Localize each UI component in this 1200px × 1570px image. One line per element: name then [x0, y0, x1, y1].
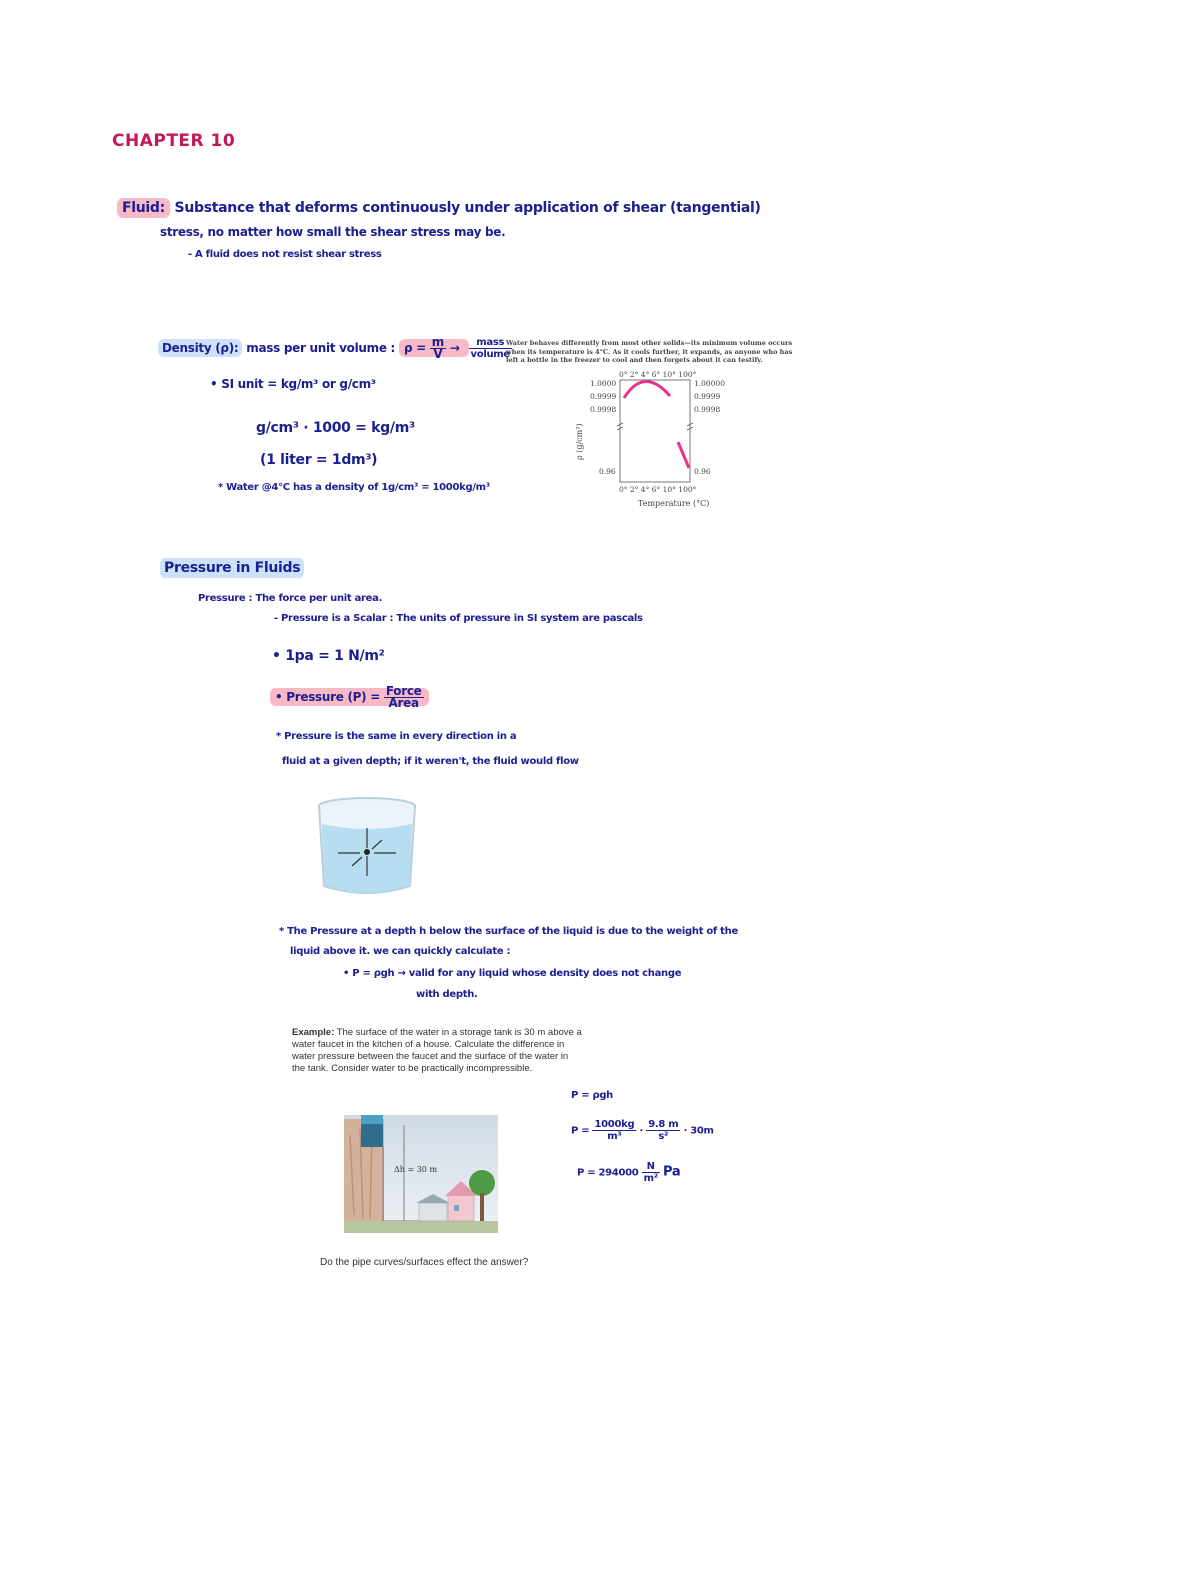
pressure-direction-line2: fluid at a given depth; if it weren't, the fluid would flow	[282, 756, 579, 767]
example-question: Do the pipe curves/surfaces effect the answer?	[320, 1257, 529, 1268]
solution-result-num: N	[642, 1161, 660, 1173]
density-fraction-num: m	[431, 335, 444, 349]
density-fraction	[430, 337, 446, 360]
example-text	[292, 1027, 582, 1075]
solution-dot: ·	[639, 1125, 644, 1137]
depth-formula-line1: • P = ρgh → valid for any liquid whose density does not change	[343, 968, 682, 979]
density-formula-lhs: ρ =	[403, 341, 426, 355]
top-ticks: 0° 2° 4° 6° 10° 100°	[619, 370, 697, 379]
house-left	[419, 1203, 447, 1221]
solution-line2	[571, 1119, 714, 1142]
water-density-note: * Water @4°C has a density of 1g/cm³ = 1000kg/m³	[218, 482, 490, 493]
solution-density-fraction	[592, 1119, 636, 1142]
water-tank-illustration	[344, 1115, 498, 1235]
house-right	[448, 1195, 474, 1221]
solution-gravity-den: s²	[658, 1131, 669, 1142]
point-in-fluid	[364, 849, 370, 855]
water-figure-caption: Water behaves differently from most other solids—its minimum volume occurs when its temperature is 4°C. As it cools further, it expands, as anyone who has left a bottle in the freezer to cool and then forgets about it can testify.	[506, 339, 793, 364]
left-tick-4: 0.96	[599, 467, 616, 476]
chapter-title: CHAPTER 10	[112, 131, 236, 151]
tank-water-surface	[361, 1115, 383, 1124]
pressure-fraction-den: Area	[388, 696, 419, 710]
density-term: Density (ρ):	[158, 339, 242, 357]
solution-height: · 30m	[683, 1125, 714, 1137]
left-tick-2: 0.9999	[590, 392, 617, 401]
pressure-formula-highlight	[270, 684, 429, 710]
pressure-direction-line1: * Pressure is the same in every direction in a	[276, 731, 517, 742]
solution-result-den: m²	[643, 1173, 658, 1184]
fluid-definition-line2: stress, no matter how small the shear stress may be.	[160, 225, 506, 239]
solution-gravity-fraction	[646, 1119, 680, 1142]
fluid-note: - A fluid does not resist shear stress	[188, 249, 382, 260]
depth-pressure-line2: liquid above it. we can quickly calculate :	[290, 946, 511, 957]
liter-conversion: (1 liter = 1dm³)	[260, 452, 378, 468]
chart-frame	[620, 380, 690, 482]
pressure-definition: Pressure : The force per unit area.	[198, 593, 383, 604]
fluid-definition: Substance that deforms continuously under application of shear (tangential)	[174, 200, 761, 216]
house-window	[454, 1205, 459, 1211]
right-tick-3: 0.9998	[694, 405, 721, 414]
pressure-section-title	[160, 560, 304, 576]
beaker-illustration	[312, 796, 422, 900]
solution-result-value: P = 294000	[577, 1167, 639, 1179]
right-tick-1: 1.00000	[694, 379, 726, 388]
tree-trunk	[480, 1193, 484, 1221]
density-text: mass per unit volume :	[246, 341, 396, 355]
solution-line1: P = ρgh	[571, 1090, 614, 1101]
solution-line2-lhs: P =	[571, 1125, 590, 1137]
ground	[344, 1221, 498, 1233]
pascal-definition: • 1pa = 1 N/m²	[272, 648, 385, 664]
density-curve-upper	[624, 381, 670, 398]
density-definition	[158, 337, 512, 360]
pressure-section-title-text: Pressure in Fluids	[160, 558, 304, 578]
depth-pressure-line1: * The Pressure at a depth h below the surface of the liquid is due to the weight of the	[279, 926, 738, 937]
right-tick-4: 0.96	[694, 467, 711, 476]
pressure-scalar-note: - Pressure is a Scalar : The units of pressure in SI system are pascals	[274, 613, 643, 624]
example-body: The surface of the water in a storage tank is 30 m above a water faucet in the kitchen of a house. Calculate the difference in water pressure between the faucet and the surface of the water in the tank. Consider water to be practically incompressible.	[292, 1027, 582, 1074]
y-axis-label: ρ (g/cm³)	[575, 423, 584, 460]
density-conversion: g/cm³ · 1000 = kg/m³	[256, 420, 415, 436]
pressure-fraction	[384, 686, 424, 709]
solution-density-den: m³	[607, 1131, 622, 1142]
tree-crown	[469, 1170, 495, 1196]
pressure-fraction-num: Force	[385, 684, 422, 698]
water-density-chart	[560, 368, 740, 514]
solution-result-unit: Pa	[663, 1164, 681, 1180]
density-arrow: →	[449, 341, 460, 355]
density-word-den: volume	[470, 349, 510, 360]
depth-formula-line2: with depth.	[416, 989, 478, 1000]
solution-density-num: 1000kg	[594, 1119, 635, 1130]
density-fraction-den: V	[433, 347, 443, 361]
pressure-formula-lhs: • Pressure (P) =	[275, 690, 380, 704]
bottom-ticks: 0° 2° 4° 6° 10° 100°	[619, 485, 697, 494]
right-tick-2: 0.9999	[694, 392, 721, 401]
density-word-num: mass	[469, 337, 512, 349]
pressure-formula	[270, 686, 429, 709]
example-label: Example:	[292, 1027, 335, 1038]
left-tick-3: 0.9998	[590, 405, 617, 414]
density-units: • SI unit = kg/m³ or g/cm³	[210, 377, 376, 391]
left-tick-1: 1.0000	[590, 379, 617, 388]
x-axis-label: Temperature (°C)	[638, 499, 710, 508]
solution-result-fraction	[642, 1161, 660, 1184]
height-label: Δh = 30 m	[394, 1165, 438, 1174]
density-formula	[399, 335, 469, 361]
density-curve-lower	[678, 442, 689, 468]
solution-line3	[577, 1161, 680, 1184]
fluid-definition-line1	[117, 200, 761, 216]
fluid-term: Fluid:	[117, 198, 170, 218]
axis-break-marks	[617, 423, 693, 430]
solution-gravity-num: 9.8 m	[648, 1119, 679, 1130]
